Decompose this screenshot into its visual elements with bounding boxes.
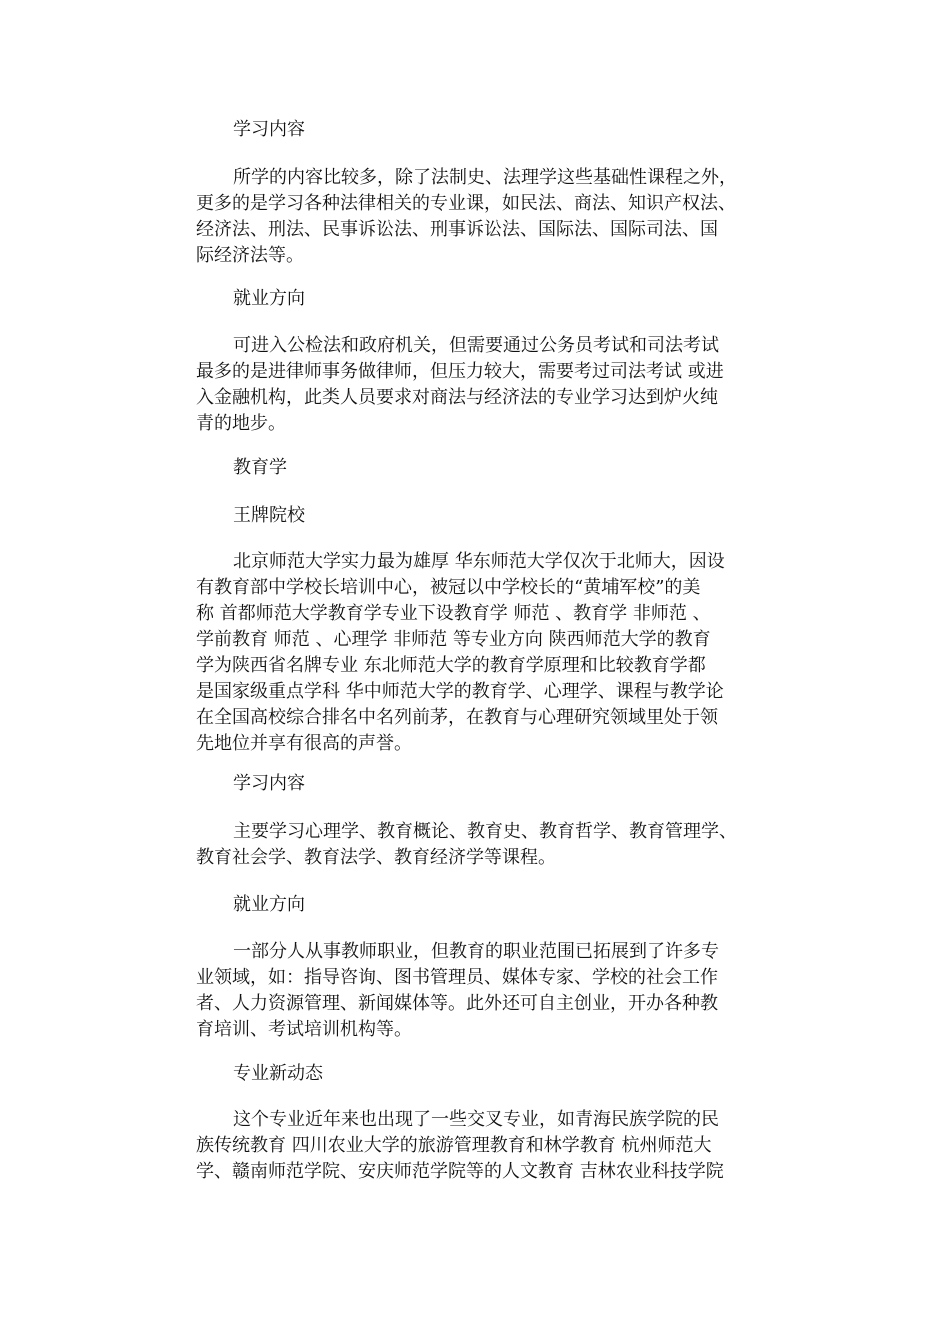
paragraph-study-content-education xyxy=(196,819,766,871)
text-line: 经济法、刑法、民事诉讼法、刑事诉讼法、国际法、国际司法、国 xyxy=(196,219,718,240)
text-line: 更多的是学习各种法律相关的专业课，如民法、商法、知识产权法、 xyxy=(196,193,736,214)
text-line: 族传统教育 四川农业大学的旅游管理教育和林学教育 杭州师范大 xyxy=(196,1135,712,1156)
text-line: 最多的是进律师事务做律师，但压力较大，需要考过司法考试 或进 xyxy=(196,361,724,382)
paragraph-study-content-law xyxy=(196,165,766,269)
section-heading-education: 教育学 xyxy=(233,457,287,478)
text-line: 有教育部中学校长培训中心，被冠以中学校长的“黄埔军校”的美 xyxy=(196,577,701,598)
text-line: 学、赣南师范学院、安庆师范学院等的人文教育 吉林农业科技学院 xyxy=(196,1161,724,1182)
text-line: 一部分人从事教师职业，但教育的职业范围已拓展到了许多专 xyxy=(233,941,719,962)
text-line: 业领域，如：指导咨询、图书管理员、媒体专家、学校的社会工作 xyxy=(196,967,718,988)
paragraph-employment-education xyxy=(196,939,766,1043)
section-heading-employment-education: 就业方向 xyxy=(233,894,305,915)
text-line: 者、人力资源管理、新闻媒体等。此外还可自主创业，开办各种教 xyxy=(196,993,718,1014)
text-line: 育培训、考试培训机构等。 xyxy=(196,1019,412,1040)
text-line: 北京师范大学实力最为雄厚 华东师范大学仅次于北师大，因设 xyxy=(233,551,725,572)
section-heading-top-schools: 王牌院校 xyxy=(233,505,305,526)
text-line: 入金融机构，此类人员要求对商法与经济法的专业学习达到炉火纯 xyxy=(196,387,718,408)
text-line: 教育社会学、教育法学、教育经济学等课程。 xyxy=(196,847,556,868)
text-line: 可进入公检法和政府机关，但需要通过公务员考试和司法考试 xyxy=(233,335,719,356)
paragraph-new-trends xyxy=(196,1107,766,1185)
text-line: 先地位并享有很高的声誉。 xyxy=(196,733,412,754)
text-line: 称 首都师范大学教育学专业下设教育学 师范 、教育学 非师范 、 xyxy=(196,603,711,624)
text-line: 所学的内容比较多，除了法制史、法理学这些基础性课程之外， xyxy=(233,167,737,188)
text-line: 在全国高校综合排名中名列前茅，在教育与心理研究领域里处于领 xyxy=(196,707,718,728)
section-heading-new-trends: 专业新动态 xyxy=(233,1063,323,1084)
text-line: 学前教育 师范 、心理学 非师范 等专业方向 陕西师范大学的教育 xyxy=(196,629,711,650)
text-line: 际经济法等。 xyxy=(196,245,304,266)
paragraph-top-schools xyxy=(196,549,766,757)
section-heading-study-content-law: 学习内容 xyxy=(233,119,305,140)
section-heading-employment-law: 就业方向 xyxy=(233,288,305,309)
paragraph-employment-law xyxy=(196,333,766,437)
text-line: 这个专业近年来也出现了一些交叉专业，如青海民族学院的民 xyxy=(233,1109,719,1130)
text-line: 青的地步。 xyxy=(196,413,286,434)
text-line: 主要学习心理学、教育概论、教育史、教育哲学、教育管理学、 xyxy=(233,821,737,842)
text-line: 学为陕西省名牌专业 东北师范大学的教育学原理和比较教育学都 xyxy=(196,655,706,676)
section-heading-study-content-education: 学习内容 xyxy=(233,773,305,794)
text-line: 是国家级重点学科 华中师范大学的教育学、心理学、课程与教学论 xyxy=(196,681,724,702)
